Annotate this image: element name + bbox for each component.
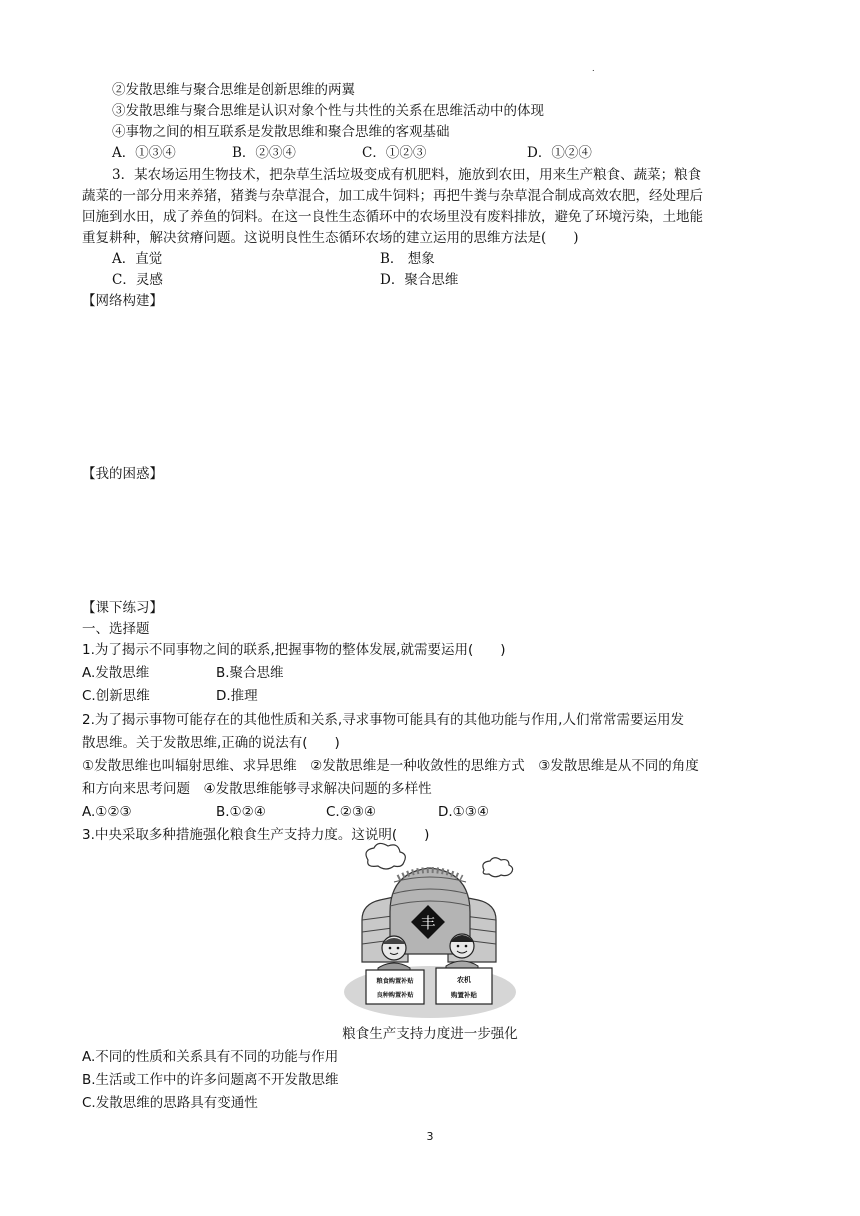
sign-right-line-1: 农机 [457, 976, 471, 984]
page-number: 3 [426, 1130, 434, 1143]
q3-line-4: 重复耕种，解决贫瘠问题。这说明良性生态循环农场的建立运用的思维方法是( ) [82, 230, 579, 246]
section-choice: 一、选择题 [82, 621, 150, 637]
q3-line-2: 蔬菜的一部分用来养猪，猪粪与杂草混合，加工成牛饲料；再把牛粪与杂草混合制成高效农肥，经处理后 [82, 188, 703, 204]
p2-options [82, 802, 682, 822]
item-2: ②发散思维与聚合思维是创新思维的两翼 [112, 82, 355, 98]
p2-stem-2: 散思维。关于发散思维,正确的说法有( ) [82, 735, 340, 751]
p1-option-d: D.推理 [216, 688, 258, 704]
section-confusion: 【我的困惑】 [82, 466, 163, 482]
sign-left-line-1: 粮食购置补贴 [376, 978, 414, 985]
p2-statements-2: 和方向来思考问题 ④发散思维能够寻求解决问题的多样性 [82, 781, 432, 797]
section-practice: 【课下练习】 [82, 600, 163, 616]
section-network: 【网络构建】 [82, 293, 163, 309]
p1-stem: 1.为了揭示不同事物之间的联系,把握事物的整体发展,就需要运用( ) [82, 642, 506, 658]
top-option-c: C．①②③ [362, 145, 427, 161]
p3-option-a: A.不同的性质和关系具有不同的功能与作用 [82, 1049, 339, 1065]
p2-statements-1: ①发散思维也叫辐射思维、求异思维 ②发散思维是一种收敛性的思维方式 ③发散思维是从不同的角度 [82, 758, 699, 774]
q3-option-c: C．灵感 [112, 272, 163, 288]
top-option-b: B．②③④ [232, 145, 296, 161]
q3-line-1: 3．某农场运用生物技术，把杂草生活垃圾变成有机肥料，施放到农田，用来生产粮食、蔬菜；粮食 [112, 167, 702, 183]
p2-option-d: D.①③④ [438, 804, 489, 820]
item-4: ④事物之间的相互联系是发散思维和聚合思维的客观基础 [112, 124, 450, 140]
sign-left-line-2: 良种购置补贴 [376, 992, 414, 999]
q3-option-b: B． 想象 [380, 251, 435, 267]
p1-option-b: B.聚合思维 [216, 665, 284, 681]
p3-option-c: C.发散思维的思路具有变通性 [82, 1095, 258, 1111]
grain-support-illustration [338, 842, 522, 1020]
p3-stem: 3.中央采取多种措施强化粮食生产支持力度。这说明( ) [82, 827, 430, 843]
p1-option-c: C.创新思维 [82, 688, 150, 704]
stray-dot: . [592, 64, 595, 73]
p1-option-a: A.发散思维 [82, 665, 150, 681]
q3-line-3: 回施到水田，成了养鱼的饲料。在这一良性生态循环中的农场里没有废料排放，避免了环境污染，土地能 [82, 209, 703, 225]
top-options [112, 143, 732, 163]
q3-option-a: A．直觉 [112, 251, 163, 267]
p2-stem-1: 2.为了揭示事物可能存在的其他性质和关系,寻求事物可能具有的其他功能与作用,人们常常需要运用发 [82, 712, 684, 728]
p2-option-a: A.①②③ [82, 804, 132, 820]
sign-right-line-2: 购置补贴 [451, 991, 477, 999]
p2-option-c: C.②③④ [326, 804, 377, 820]
top-option-a: A．①③④ [112, 145, 176, 161]
p2-option-b: B.①②④ [216, 804, 266, 820]
q3-option-d: D．聚合思维 [380, 272, 459, 288]
item-3: ③发散思维与聚合思维是认识对象个性与共性的关系在思维活动中的体现 [112, 103, 544, 119]
illustration-caption: 粮食生产支持力度进一步强化 [342, 1026, 518, 1042]
sign-feng: 丰 [420, 914, 436, 932]
p3-option-b: B.生活或工作中的许多问题离不开发散思维 [82, 1072, 339, 1088]
top-option-d: D．①②④ [527, 145, 592, 161]
